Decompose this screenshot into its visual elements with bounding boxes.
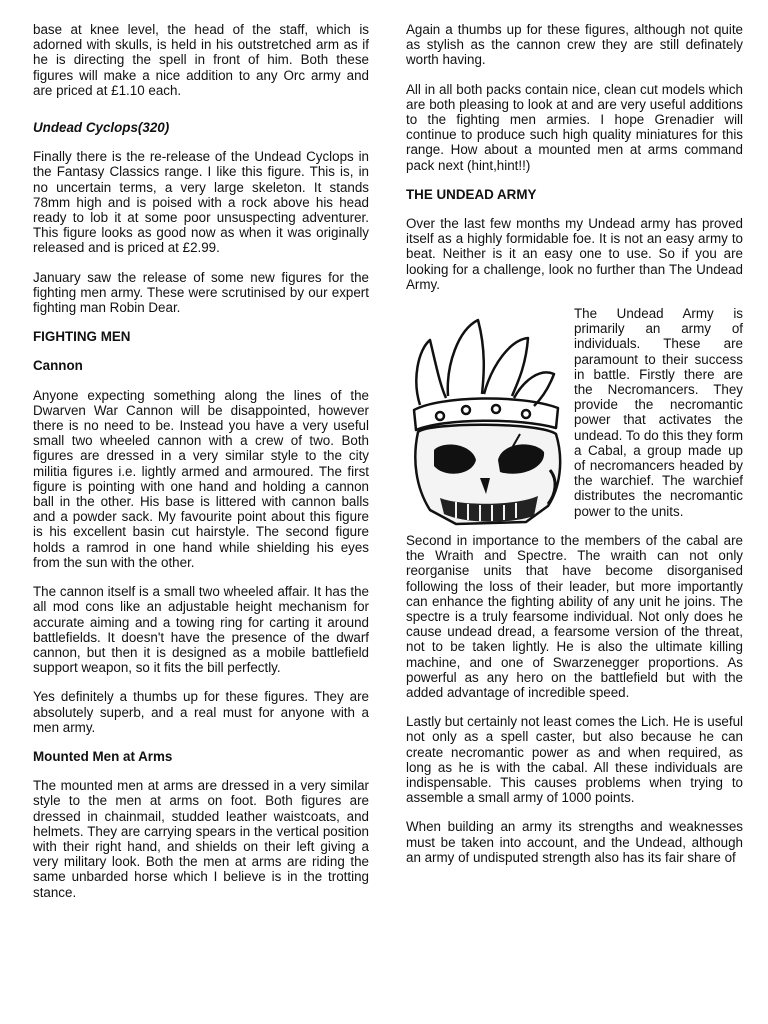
paragraph-lastly: Lastly but certainly not least comes the Lich. He is useful not only as a spell caster, but also because he can create necromantic power as and when required, as long as he is with the cabal. All these individuals are indispensable. This causes problems when trying to assemble a small army of 1000 points. bbox=[406, 714, 743, 806]
heading-fighting-men: FIGHTING MEN bbox=[33, 329, 131, 345]
crowned-skull-illustration bbox=[400, 310, 568, 528]
heading-mounted-men-at-arms: Mounted Men at Arms bbox=[33, 748, 173, 764]
heading-undead-army: THE UNDEAD ARMY bbox=[406, 186, 537, 202]
paragraph-cyclops: Finally there is the re-release of the Undead Cyclops in the Fantasy Classics range. I like this figure. This is, in no uncertain terms, a very large skeleton. It stands 78mm high and is poised with a rock above his head ready to lob it at some poor unsuspecting adventurer. This figure looks as good now as when it was originally released and is priced at £2.99. bbox=[33, 149, 369, 256]
paragraph-january: January saw the release of some new figures for the fighting men army. These were scrutinised by our expert fighting man Robin Dear. bbox=[33, 269, 369, 316]
paragraph-primarily: The Undead Army is primarily an army of individuals. These are paramount to their success in battle. Firstly there are the Necromancers. They provide the necromantic power that activates the undead. To do this they form a Cabal, a group made up of necromancers headed by the warchief. The warchief distributes the necromantic power to the units. bbox=[574, 306, 743, 519]
paragraph-cannon-1: Anyone expecting something along the lines of the Dwarven War Cannon will be disappointed, however there is no need to be. Instead you have a very useful small two wheeled cannon with a crew of two. Both figures are dressed in a very similar style to the city militia figures i.e. lightly armed and armoured. The first figure is pointing with one hand and holding a cannon ball in the other. His base is littered with cannon balls and a powder sack. My favourite point about this figure is his excellent basin cut hairstyle. The second figure holds a ramrod in one hand while shielding his eyes from the sun with the other. bbox=[33, 387, 369, 570]
paragraph-over: Over the last few months my Undead army has proved itself as a highly formidable foe. It is not an easy army to beat. Neither is it an easy one to use. So if you are looking for a challenge, look no further than The Undead Army. bbox=[406, 216, 743, 292]
paragraph-second-in-importance: Second in importance to the members of the cabal are the Wraith and Spectre. The wraith can not only reorganise units that have become disorganised following the loss of their leader, but more importantly can enhance the fighting ability of any unit he joins. The spectre is a truly fearsome individual. Not only does he cause undead dread, a fearsome version of the threat, not to be taken lightly. He is also the ultimate killing machine, and one of Swarzenegger proportions. As powerful as any hero on the battlefield but with the added advantage of incredible speed. bbox=[406, 532, 743, 700]
paragraph-cannon-2: The cannon itself is a small two wheeled affair. It has the all mod cons like an adjustable height mechanism for accurate aiming and a towing ring for carting it around battlefields. It doesn't have the presence of the dwarf cannon, but then it is designed as a mobile battlefield support weapon, so it fits the bill perfectly. bbox=[33, 584, 369, 676]
paragraph-all-in-all: All in all both packs contain nice, clean cut models which are both pleasing to look at and are very useful additions to the fighting men armies. I hope Grenadier will continue to produce such high quality miniatures for this range. How about a mounted men at arms command pack next (hint,hint!!) bbox=[406, 81, 743, 173]
paragraph-mounted: The mounted men at arms are dressed in a very similar style to the men at arms on foot. Both figures are dressed in chainmail, studded leather waistcoats, and helmets. They are carrying spears in the vertical position with their right hand, and shields on their left giving a very military look. Both the men at arms are riding the same unbarded horse which I believe is in the trotting stance. bbox=[33, 778, 369, 900]
left-column bbox=[33, 22, 369, 914]
right-column bbox=[406, 22, 743, 879]
paragraph-when-building: When building an army its strengths and weaknesses must be taken into account, and the Undead, although an army of undisputed strength also has its fair share of bbox=[406, 819, 743, 865]
paragraph-again: Again a thumbs up for these figures, although not quite as stylish as the cannon crew they are still definately worth having. bbox=[406, 22, 743, 68]
paragraph-base: base at knee level, the head of the staff, which is adorned with skulls, is held in his outstretched arm as if he is directing the spell in front of him. Both these figures will make a nice addition to any Orc army and are priced at £1.10 each. bbox=[33, 22, 369, 98]
paragraph-thumbs-up: Yes definitely a thumbs up for these figures. They are absolutely superb, and a real must for anyone with a men army. bbox=[33, 689, 369, 735]
heading-undead-cyclops: Undead Cyclops(320) bbox=[33, 120, 170, 136]
heading-cannon: Cannon bbox=[33, 358, 83, 374]
